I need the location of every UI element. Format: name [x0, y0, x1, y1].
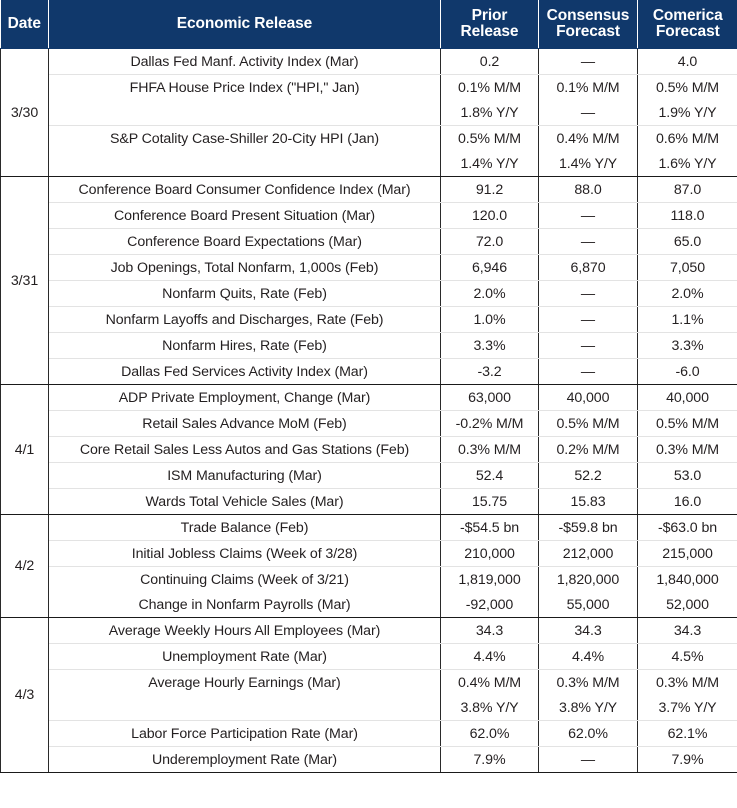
cell-prior-release-text: 0.3% M/M: [457, 441, 522, 458]
cell-comerica-forecast-text: 16.0: [673, 493, 702, 510]
cell-prior-release-text: 6,946: [471, 259, 507, 276]
cell-prior-release: [441, 359, 539, 385]
cell-prior-release-text: 0.4% M/M: [457, 674, 522, 691]
table-row[interactable]: [1, 592, 737, 618]
cell-comerica-forecast-text: 1.6% Y/Y: [658, 155, 717, 172]
cell-prior-release-text: -$54.5 bn: [459, 519, 520, 536]
cell-comerica-forecast-text: 52,000: [666, 596, 709, 613]
cell-prior-release: [441, 721, 539, 747]
cell-comerica-forecast: [638, 644, 737, 670]
cell-date: [1, 49, 49, 177]
cell-prior-release: [441, 126, 539, 152]
cell-prior-release-text: 0.2: [479, 53, 500, 70]
table-row[interactable]: [1, 255, 737, 281]
cell-prior-release: [441, 151, 539, 177]
cell-comerica-forecast: [638, 618, 737, 644]
cell-prior-release: [441, 333, 539, 359]
cell-economic-release-text: S&P Cotality Case-Shiller 20-City HPI (Jan): [109, 130, 380, 147]
cell-comerica-forecast-text: 0.6% M/M: [655, 130, 720, 147]
cell-comerica-forecast-text: 4.0: [677, 53, 698, 70]
cell-prior-release-text: -92,000: [465, 596, 514, 613]
cell-economic-release: [49, 618, 441, 644]
table-row[interactable]: [1, 49, 737, 75]
cell-consensus-forecast: [539, 126, 638, 152]
cell-consensus-forecast: [539, 281, 638, 307]
cell-date: [1, 385, 49, 515]
header-label-line: Consensus: [546, 6, 630, 24]
cell-comerica-forecast-text: 4.5%: [671, 648, 704, 665]
table-row[interactable]: [1, 151, 737, 177]
cell-economic-release: [49, 385, 441, 411]
column-header-comerica-forecast: [638, 0, 737, 49]
table-row[interactable]: [1, 359, 737, 385]
cell-prior-release: [441, 281, 539, 307]
header-label-line: Forecast: [655, 23, 720, 40]
cell-consensus-forecast-text: 1.4% Y/Y: [558, 155, 618, 172]
cell-prior-release: [441, 49, 539, 75]
cell-consensus-forecast-text: 55,000: [566, 596, 610, 613]
cell-prior-release-text: 63,000: [468, 389, 511, 406]
cell-consensus-forecast: [539, 721, 638, 747]
cell-comerica-forecast: [638, 75, 737, 101]
cell-prior-release-text: 4.4%: [473, 648, 506, 665]
date-label: 3/30: [10, 104, 39, 121]
cell-date: [1, 177, 49, 385]
cell-consensus-forecast-text: —: [580, 104, 596, 121]
cell-prior-release-text: 1.8% Y/Y: [460, 104, 519, 121]
cell-prior-release-text: 91.2: [475, 181, 504, 198]
cell-economic-release: [49, 747, 441, 773]
cell-consensus-forecast-text: -$59.8 bn: [558, 519, 618, 536]
cell-prior-release-text: 120.0: [471, 207, 507, 224]
table-header: [1, 0, 737, 49]
cell-economic-release-text: Nonfarm Quits, Rate (Feb): [162, 285, 327, 302]
cell-economic-release: [49, 203, 441, 229]
date-label: 4/3: [14, 687, 35, 703]
cell-economic-release-text: Conference Board Expectations (Mar): [127, 233, 362, 250]
cell-economic-release-text: Unemployment Rate (Mar): [162, 648, 327, 665]
cell-prior-release: [441, 437, 539, 463]
cell-prior-release-text: 52.4: [475, 467, 504, 484]
cell-prior-release-text: 0.5% M/M: [457, 130, 522, 147]
table-row[interactable]: [1, 489, 737, 515]
cell-consensus-forecast-text: 1,820,000: [556, 571, 620, 588]
cell-prior-release: [441, 203, 539, 229]
cell-consensus-forecast: [539, 151, 638, 177]
cell-consensus-forecast-text: 0.1% M/M: [556, 79, 620, 96]
cell-consensus-forecast: [539, 49, 638, 75]
cell-comerica-forecast: [638, 229, 737, 255]
cell-consensus-forecast-text: —: [580, 751, 596, 768]
cell-consensus-forecast-text: —: [580, 363, 596, 380]
cell-consensus-forecast: [539, 618, 638, 644]
cell-consensus-forecast: [539, 411, 638, 437]
cell-comerica-forecast: [638, 463, 737, 489]
cell-consensus-forecast-text: 0.4% M/M: [556, 130, 620, 147]
cell-prior-release-text: 3.3%: [473, 337, 506, 354]
cell-prior-release-text: 1,819,000: [458, 571, 521, 588]
cell-prior-release-text: -3.2: [477, 363, 502, 380]
cell-consensus-forecast: [539, 255, 638, 281]
cell-prior-release: [441, 255, 539, 281]
cell-consensus-forecast: [539, 385, 638, 411]
cell-comerica-forecast-text: 118.0: [670, 207, 705, 224]
cell-comerica-forecast: [638, 567, 737, 593]
cell-comerica-forecast-text: 0.3% M/M: [655, 441, 720, 458]
column-header-consensus-forecast: [539, 0, 638, 49]
table-row[interactable]: [1, 411, 737, 437]
header-label-line: Economic Release: [176, 14, 313, 32]
cell-comerica-forecast-text: 1,840,000: [656, 571, 719, 588]
cell-economic-release: [49, 644, 441, 670]
cell-comerica-forecast: [638, 126, 737, 152]
cell-prior-release: [441, 515, 539, 541]
cell-consensus-forecast: [539, 229, 638, 255]
cell-prior-release-text: 72.0: [475, 233, 504, 250]
cell-economic-release: [49, 126, 441, 152]
cell-economic-release: [49, 670, 441, 696]
cell-economic-release-text: FHFA House Price Index ("HPI," Jan): [129, 79, 360, 96]
cell-economic-release-text: Change in Nonfarm Payrolls (Mar): [138, 596, 351, 613]
cell-economic-release-text: Average Weekly Hours All Employees (Mar): [108, 622, 381, 639]
cell-consensus-forecast: [539, 747, 638, 773]
cell-economic-release: [49, 463, 441, 489]
cell-consensus-forecast-text: 0.3% M/M: [556, 674, 620, 691]
cell-consensus-forecast-text: 62.0%: [568, 725, 608, 742]
cell-consensus-forecast-text: 4.4%: [572, 648, 604, 665]
cell-prior-release: [441, 177, 539, 203]
cell-date: [1, 515, 49, 618]
cell-comerica-forecast: [638, 437, 737, 463]
cell-consensus-forecast: [539, 463, 638, 489]
cell-comerica-forecast-text: 34.3: [673, 622, 702, 639]
column-header-prior-release: [441, 0, 539, 49]
cell-comerica-forecast-text: 0.3% M/M: [655, 674, 720, 691]
cell-comerica-forecast: [638, 515, 737, 541]
cell-prior-release: [441, 541, 539, 567]
cell-comerica-forecast: [638, 747, 737, 773]
cell-comerica-forecast: [638, 49, 737, 75]
cell-prior-release-text: 0.1% M/M: [457, 79, 522, 96]
cell-consensus-forecast: [539, 307, 638, 333]
cell-comerica-forecast-text: 7.9%: [671, 751, 704, 768]
cell-economic-release: [49, 49, 441, 75]
cell-economic-release-text: Conference Board Consumer Confidence Index (Mar): [78, 181, 411, 198]
cell-comerica-forecast: [638, 359, 737, 385]
table-row[interactable]: [1, 281, 737, 307]
cell-consensus-forecast-text: 212,000: [562, 545, 614, 562]
cell-economic-release-text: Conference Board Present Situation (Mar): [114, 207, 375, 224]
cell-prior-release: [441, 75, 539, 101]
cell-economic-release-text: Dallas Fed Manf. Activity Index (Mar): [130, 53, 359, 70]
cell-consensus-forecast-text: 3.8% Y/Y: [558, 699, 618, 716]
cell-comerica-forecast-text: 1.1%: [671, 311, 704, 328]
cell-prior-release: [441, 644, 539, 670]
cell-prior-release-text: 62.0%: [469, 725, 510, 742]
cell-comerica-forecast-text: 87.0: [673, 181, 702, 198]
cell-consensus-forecast-text: 0.2% M/M: [556, 441, 620, 458]
cell-comerica-forecast-text: 215,000: [662, 545, 713, 562]
cell-economic-release: [49, 592, 441, 618]
cell-economic-release-text: Underemployment Rate (Mar): [151, 751, 338, 768]
table-row[interactable]: [1, 721, 737, 747]
cell-consensus-forecast: [539, 177, 638, 203]
cell-economic-release: [49, 695, 441, 721]
cell-economic-release: [49, 75, 441, 101]
cell-prior-release: [441, 618, 539, 644]
cell-comerica-forecast-text: 2.0%: [671, 285, 704, 302]
cell-economic-release: [49, 151, 441, 177]
cell-consensus-forecast-text: 0.5% M/M: [556, 415, 620, 432]
table-row[interactable]: [1, 618, 737, 644]
table-row[interactable]: [1, 644, 737, 670]
cell-consensus-forecast: [539, 644, 638, 670]
cell-economic-release-text: Labor Force Participation Rate (Mar): [131, 725, 358, 742]
cell-economic-release-text: Initial Jobless Claims (Week of 3/28): [131, 545, 358, 562]
date-label: 4/2: [14, 558, 35, 574]
cell-consensus-forecast-text: —: [580, 53, 596, 70]
cell-economic-release: [49, 437, 441, 463]
cell-prior-release: [441, 229, 539, 255]
cell-date: [1, 618, 49, 773]
cell-economic-release: [49, 567, 441, 593]
header-label-line: Date: [7, 14, 41, 32]
cell-comerica-forecast: [638, 100, 737, 126]
cell-comerica-forecast-text: 0.5% M/M: [655, 79, 720, 96]
cell-consensus-forecast-text: 40,000: [566, 389, 610, 406]
cell-economic-release: [49, 307, 441, 333]
cell-consensus-forecast: [539, 489, 638, 515]
table-row[interactable]: [1, 567, 737, 593]
cell-economic-release-text: Wards Total Vehicle Sales (Mar): [145, 493, 344, 510]
cell-consensus-forecast: [539, 567, 638, 593]
cell-economic-release: [49, 359, 441, 385]
table-row[interactable]: [1, 747, 737, 773]
cell-economic-release: [49, 255, 441, 281]
cell-prior-release: [441, 747, 539, 773]
cell-economic-release: [49, 229, 441, 255]
cell-consensus-forecast: [539, 333, 638, 359]
table-row[interactable]: [1, 126, 737, 152]
cell-consensus-forecast-text: 15.83: [570, 493, 606, 510]
table-row[interactable]: [1, 229, 737, 255]
cell-consensus-forecast-text: 88.0: [574, 181, 602, 198]
cell-consensus-forecast: [539, 75, 638, 101]
header-label-line: Prior Release: [460, 6, 519, 40]
cell-prior-release: [441, 411, 539, 437]
cell-consensus-forecast: [539, 100, 638, 126]
column-header-economic-release: [49, 0, 441, 49]
header-row: [1, 0, 737, 49]
cell-economic-release-text: Retail Sales Advance MoM (Feb): [142, 415, 347, 432]
cell-economic-release: [49, 721, 441, 747]
cell-prior-release: [441, 592, 539, 618]
cell-comerica-forecast-text: -$63.0 bn: [657, 519, 718, 536]
cell-consensus-forecast-text: 34.3: [574, 622, 602, 639]
table-row[interactable]: [1, 541, 737, 567]
cell-consensus-forecast-text: —: [580, 337, 596, 354]
cell-economic-release-text: Core Retail Sales Less Autos and Gas Stations (Feb): [79, 441, 410, 458]
cell-prior-release-text: 210,000: [464, 545, 515, 562]
cell-prior-release-text: 34.3: [475, 622, 504, 639]
cell-consensus-forecast: [539, 541, 638, 567]
cell-economic-release: [49, 100, 441, 126]
cell-economic-release: [49, 515, 441, 541]
table-row[interactable]: [1, 515, 737, 541]
cell-economic-release-text: ISM Manufacturing (Mar): [167, 467, 322, 484]
cell-consensus-forecast-text: —: [580, 207, 596, 224]
header-label-line: Forecast: [556, 23, 620, 40]
cell-economic-release-text: Job Openings, Total Nonfarm, 1,000s (Feb): [110, 259, 379, 276]
cell-economic-release-text: Dallas Fed Services Activity Index (Mar): [121, 363, 368, 380]
cell-comerica-forecast: [638, 721, 737, 747]
table-row[interactable]: [1, 75, 737, 101]
cell-economic-release-text: Nonfarm Hires, Rate (Feb): [162, 337, 327, 354]
table-row[interactable]: [1, 695, 737, 721]
cell-comerica-forecast: [638, 255, 737, 281]
cell-economic-release: [49, 489, 441, 515]
cell-prior-release: [441, 670, 539, 696]
cell-comerica-forecast-text: 40,000: [666, 389, 709, 406]
cell-economic-release-text: ADP Private Employment, Change (Mar): [118, 389, 371, 406]
cell-prior-release: [441, 385, 539, 411]
cell-prior-release: [441, 695, 539, 721]
cell-comerica-forecast: [638, 333, 737, 359]
cell-consensus-forecast: [539, 515, 638, 541]
cell-comerica-forecast: [638, 695, 737, 721]
cell-comerica-forecast: [638, 177, 737, 203]
cell-consensus-forecast-text: 52.2: [574, 467, 602, 484]
cell-comerica-forecast-text: 65.0: [673, 233, 702, 250]
table-row[interactable]: [1, 333, 737, 359]
cell-comerica-forecast-text: 3.3%: [671, 337, 704, 354]
cell-comerica-forecast: [638, 411, 737, 437]
table-row[interactable]: [1, 307, 737, 333]
table-row[interactable]: [1, 437, 737, 463]
cell-prior-release-text: 1.0%: [473, 311, 506, 328]
cell-comerica-forecast: [638, 203, 737, 229]
column-header-date: [1, 0, 49, 49]
cell-prior-release: [441, 463, 539, 489]
cell-economic-release-text: Trade Balance (Feb): [180, 519, 309, 536]
cell-comerica-forecast: [638, 592, 737, 618]
cell-consensus-forecast: [539, 695, 638, 721]
cell-consensus-forecast: [539, 437, 638, 463]
cell-comerica-forecast-text: 62.1%: [667, 725, 708, 742]
table-row[interactable]: [1, 385, 737, 411]
cell-consensus-forecast: [539, 670, 638, 696]
cell-prior-release: [441, 567, 539, 593]
header-label-line: Comerica: [652, 6, 723, 24]
cell-prior-release-text: 3.8% Y/Y: [460, 699, 519, 716]
cell-comerica-forecast-text: 7,050: [669, 259, 705, 276]
cell-economic-release: [49, 541, 441, 567]
cell-comerica-forecast-text: -6.0: [675, 363, 700, 380]
cell-comerica-forecast: [638, 307, 737, 333]
cell-consensus-forecast: [539, 359, 638, 385]
cell-economic-release-text: Nonfarm Layoffs and Discharges, Rate (Feb): [105, 311, 384, 328]
cell-prior-release: [441, 100, 539, 126]
cell-comerica-forecast: [638, 489, 737, 515]
cell-economic-release: [49, 177, 441, 203]
cell-consensus-forecast-text: —: [580, 311, 596, 328]
cell-prior-release-text: 1.4% Y/Y: [460, 155, 519, 172]
cell-comerica-forecast: [638, 151, 737, 177]
cell-comerica-forecast: [638, 541, 737, 567]
cell-consensus-forecast-text: —: [580, 233, 596, 250]
table-row[interactable]: [1, 100, 737, 126]
table-body: [1, 49, 737, 773]
cell-economic-release: [49, 281, 441, 307]
cell-comerica-forecast-text: 53.0: [673, 467, 702, 484]
cell-consensus-forecast-text: —: [580, 285, 596, 302]
cell-economic-release-text: Continuing Claims (Week of 3/21): [140, 571, 349, 588]
cell-prior-release-text: -0.2% M/M: [455, 415, 524, 432]
cell-prior-release-text: 2.0%: [473, 285, 506, 302]
cell-consensus-forecast: [539, 203, 638, 229]
date-label: 4/1: [14, 441, 35, 458]
cell-comerica-forecast-text: 1.9% Y/Y: [658, 104, 717, 121]
cell-comerica-forecast-text: 3.7% Y/Y: [658, 699, 717, 716]
cell-comerica-forecast: [638, 281, 737, 307]
cell-prior-release-text: 15.75: [471, 493, 507, 510]
cell-comerica-forecast: [638, 385, 737, 411]
cell-economic-release: [49, 333, 441, 359]
cell-comerica-forecast: [638, 670, 737, 696]
cell-consensus-forecast: [539, 592, 638, 618]
cell-consensus-forecast-text: 6,870: [570, 259, 606, 276]
date-label: 3/31: [10, 272, 39, 289]
table-row[interactable]: [1, 203, 737, 229]
table-row[interactable]: [1, 463, 737, 489]
cell-economic-release-text: Average Hourly Earnings (Mar): [148, 674, 341, 691]
cell-prior-release: [441, 489, 539, 515]
cell-economic-release: [49, 411, 441, 437]
cell-comerica-forecast-text: 0.5% M/M: [655, 415, 720, 432]
table-row[interactable]: [1, 177, 737, 203]
cell-prior-release-text: 7.9%: [473, 751, 506, 768]
table-row[interactable]: [1, 670, 737, 696]
cell-prior-release: [441, 307, 539, 333]
